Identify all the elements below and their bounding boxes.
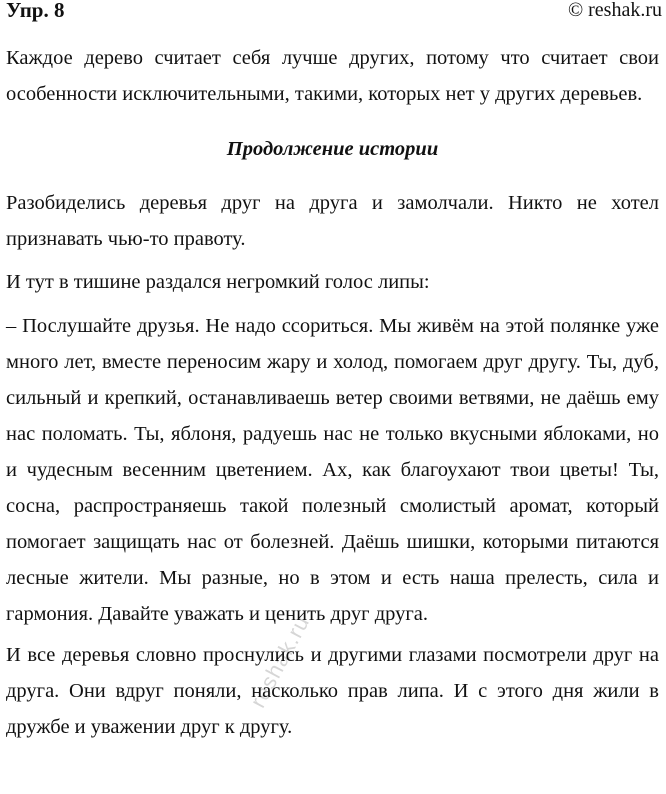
exercise-number: Упр. 8 (6, 0, 65, 22)
document-body (6, 40, 659, 745)
site-copyright: © reshak.ru (567, 0, 662, 21)
watermark: reshak.ru (245, 611, 315, 712)
story-paragraph-2: И тут в тишине раздался негромкий голос липы: (6, 271, 430, 293)
story-paragraph-1: Разобиделись деревья друг на друга и замолчали. Никто не хотел признавать чью-то правоту. (6, 192, 659, 250)
story-paragraph-3: – Послушайте друзья. Не надо ссориться. Мы живём на этой полянке уже много лет, вместе переносим жару и холод, помогаем друг другу. Ты, дуб, сильный и крепкий, останавливаешь ветер своими ветвями, не даёшь ему нас поломать. Ты, яблоня, радуешь нас не только вкусными яблоками, но и чудесным весенним цветением. Ах, как благоухают твои цветы! Ты, сосна, распространяешь такой полезный смолистый аромат, который помогает защищать нас от болезней. Даёшь шишки, которыми питаются лесные жители. Мы разные, но в этом и есть наша прелесть, сила и гармония. Давайте уважать и ценить друг друга. (6, 315, 659, 625)
answer-paragraph: Каждое дерево считает себя лучше других, потому что считает свои особенности исключительными, такими, которых нет у других деревьев. (6, 47, 659, 105)
page-header (0, 0, 666, 30)
story-paragraph-4: И все деревья словно проснулись и другими глазами посмотрели друг на друга. Они вдруг поняли, насколько прав липа. И с этого дня жили в дружбе и уважении друг к другу. (6, 644, 659, 738)
section-subtitle: Продолжение истории (226, 138, 439, 160)
